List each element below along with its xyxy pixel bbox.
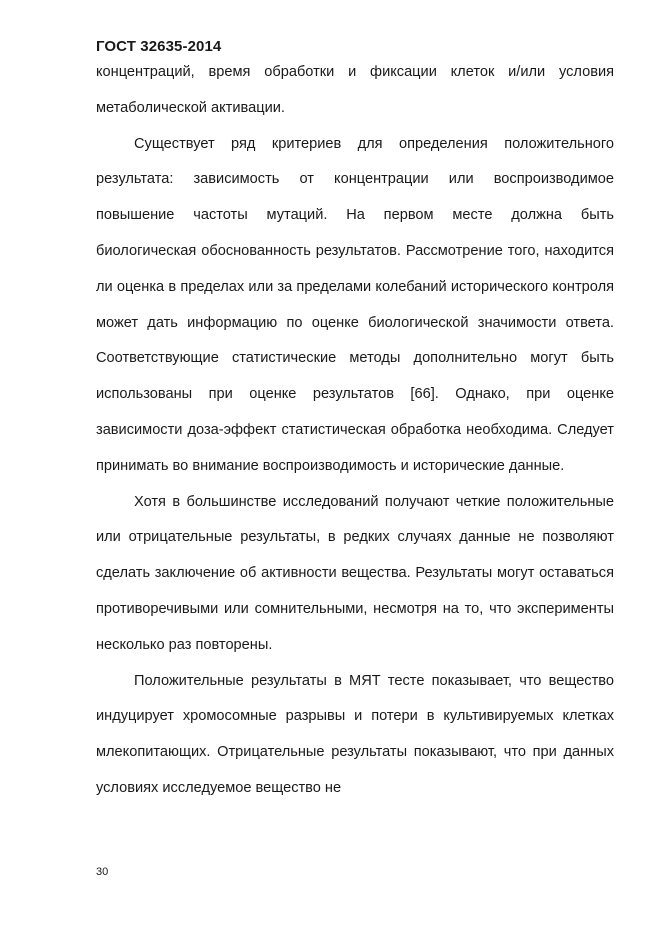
paragraph-ambiguous-results: Хотя в большинстве исследований получают четкие положительные или отрицательные результаты, в редких случаях данные не позволяют сделать заключение об активности вещества. Результаты могут оставаться противоречивыми или сомнительными, несмотря на то, что эксперименты несколько раз повторены. bbox=[96, 493, 614, 653]
page-number: 30 bbox=[96, 866, 109, 878]
paragraph-criteria: Существует ряд критериев для определения положительного результата: зависимость от концентрации или воспроизводимое повышение частоты мутаций. На первом месте должна быть биологическая обоснованность результатов. Рассмотрение того, находится ли оценка в пределах или за пределами колебаний исторического контроля может дать информацию по оценке биологической значимости ответа. Соответствующие статистические методы дополнительно могут быть использованы при оценке результатов [66]. Однако, при оценке зависимости доза-эффект статистическая обработка необходима. Следует принимать во внимание воспроизводимость и исторические данные. bbox=[96, 135, 614, 474]
document-body bbox=[96, 55, 614, 807]
paragraph-continuation: концентраций, время обработки и фиксации клеток и/или условия метаболической активации. bbox=[96, 64, 614, 116]
paragraph-positive-results: Положительные результаты в МЯТ тесте показывает, что вещество индуцирует хромосомные разрывы и потери в культивируемых клетках млекопитающих. Отрицательные результаты показывают, что при данных условиях исследуемое вещество не bbox=[96, 672, 614, 796]
document-header: ГОСТ 32635-2014 bbox=[96, 38, 222, 55]
